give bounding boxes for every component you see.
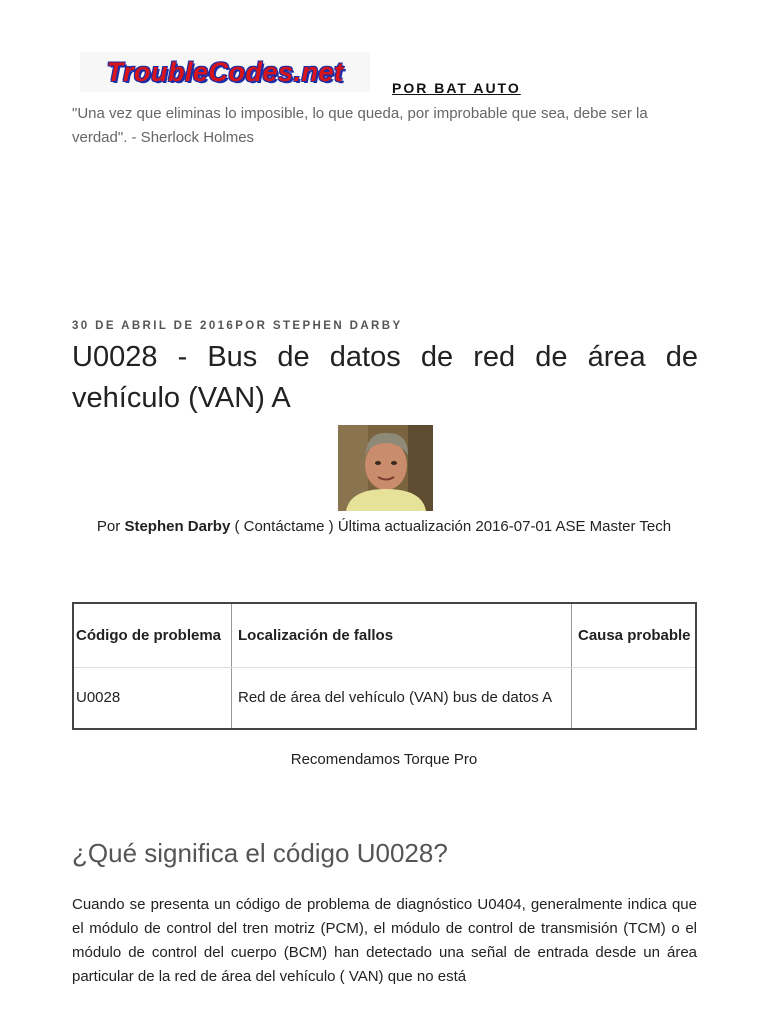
- site-tagline: "Una vez que eliminas lo imposible, lo que queda, por improbable que sea, debe ser la verdad". - Sherlock Holmes: [72, 105, 648, 146]
- table-header-code: Código de problema: [73, 603, 232, 668]
- post-meta: 30 DE ABRIL DE 2016POR STEPHEN DARBY: [72, 320, 403, 332]
- author-photo: [338, 425, 433, 511]
- site-by-link[interactable]: POR BAT AUTO: [392, 80, 521, 96]
- author-photo-image: [338, 425, 433, 511]
- site-header: [0, 0, 768, 160]
- post-title: U0028 - Bus de datos de red de área de vehículo (VAN) A: [72, 341, 698, 414]
- table-header-cause: Causa probable: [572, 603, 697, 668]
- table-cell-code: U0028: [73, 668, 232, 730]
- table-cell-troubleshooting: Red de área del vehículo (VAN) bus de datos A: [232, 668, 572, 730]
- section-paragraph: Cuando se presenta un código de problema de diagnóstico U0404, generalmente indica que el módulo de control del tren motriz (PCM), el módulo de control de transmisión (TCM) o el módulo de control del cuerpo (BCM) han detectado una señal de entrada desde un área particular de la red de área del vehículo ( VAN) que no está: [72, 896, 697, 985]
- recommendation-link[interactable]: Recomendamos Torque Pro: [290, 751, 478, 768]
- table-header-troubleshooting: Localización de fallos: [232, 603, 572, 668]
- section-heading: ¿Qué significa el código U0028?: [72, 838, 448, 868]
- byline-prefix: Por: [96, 518, 121, 535]
- site-logo[interactable]: [80, 52, 370, 92]
- table-cell-cause: [572, 668, 697, 730]
- byline-suffix: ( Contáctame ) Última actualización 2016-07-01 ASE Master Tech: [234, 518, 672, 535]
- byline: [0, 518, 768, 535]
- table-header-row: [73, 603, 696, 668]
- site-logo-text: TroubleCodes.net: [106, 56, 344, 87]
- table-row: [73, 668, 696, 730]
- byline-author-link[interactable]: Stephen Darby: [124, 518, 231, 535]
- trouble-code-table: [72, 602, 697, 730]
